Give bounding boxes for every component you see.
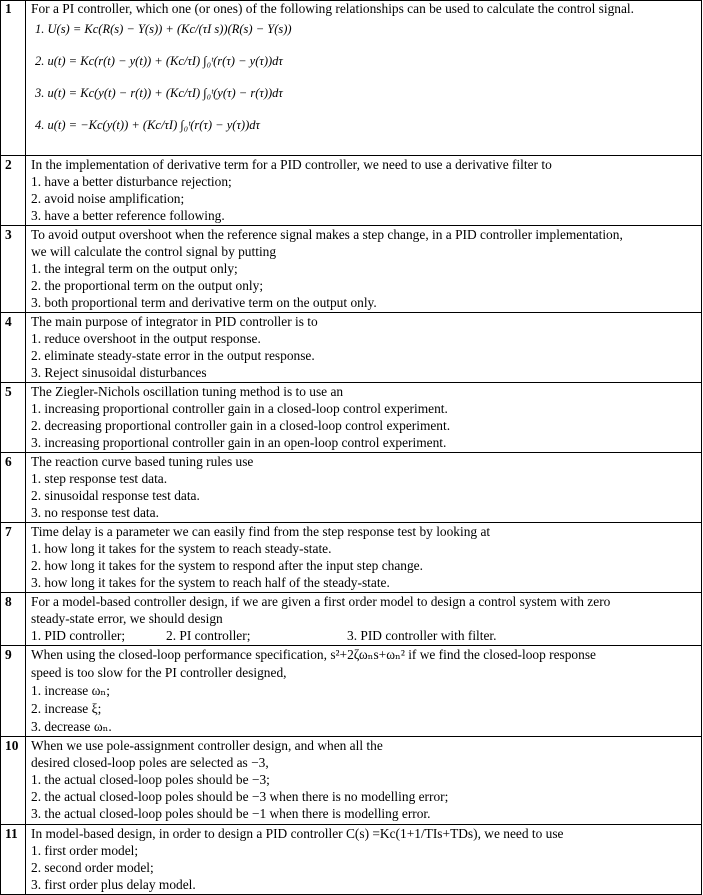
option-2: 2. decreasing proportional controller gain in a closed-loop control experiment. [31,418,451,433]
option-1: 1. increase ωₙ; [31,683,110,698]
question-number: 5 [5,384,12,399]
question-stem: Time delay is a parameter we can easily find from the step response test by looking at [31,524,491,539]
question-content [31,523,700,591]
question-content [31,383,700,451]
option-4: 4. u(t) = −Kc(y(t)) + (Kc/τI) ∫₀ᵗ(r(τ) − y(τ))dτ [35,118,260,132]
option-1: 1. step response test data. [31,471,168,486]
question-stem-line-2: we will calculate the control signal by putting [31,244,277,259]
option-2: 2. increase ξ; [31,701,102,716]
option-1: 1. how long it takes for the system to reach steady-state. [31,541,332,556]
option-1: 1. PID controller; [31,628,126,643]
question-content [31,453,700,521]
option-2: 2. eliminate steady-state error in the output response. [31,348,315,363]
question-content [31,825,700,893]
option-2: 2. u(t) = Kc(r(t) − y(t)) + (Kc/τI) ∫₀ᵗ(r(τ) − y(τ))dτ [35,54,283,68]
question-stem-line-1: When using the closed-loop performance specification, s²+2ζωₙs+ωₙ² if we find the closed-loop response [31,647,596,662]
question-number: 4 [5,314,12,329]
option-1: 1. increasing proportional controller gain in a closed-loop control experiment. [31,401,448,416]
question-stem: In model-based design, in order to design a PID controller C(s) =Kc(1+1/TIs+TDs), we need to use [31,826,564,841]
question-row-9 [0,646,702,736]
question-number: 6 [5,454,12,469]
question-row-4 [0,313,702,382]
question-content [31,646,700,736]
option-2: 2. sinusoidal response test data. [31,488,200,503]
question-content [31,156,700,224]
question-number: 1 [5,1,12,16]
question-stem-line-2: steady-state error, we should design [31,611,223,626]
option-1: 1. the integral term on the output only; [31,261,238,276]
option-3: 3. decrease ωₙ. [31,719,112,734]
option-3: 3. PID controller with filter. [347,628,497,643]
option-3: 3. both proportional term and derivative term on the output only. [31,295,377,310]
option-3: 3. first order plus delay model. [31,877,196,892]
question-number: 3 [5,227,12,242]
option-1: 1. first order model; [31,843,139,858]
question-stem: In the implementation of derivative term for a PID controller, we need to use a derivative filter to [31,157,552,172]
option-3: 3. the actual closed-loop poles should be −1 when there is modelling error. [31,806,431,821]
option-2: 2. how long it takes for the system to respond after the input step change. [31,558,423,573]
question-content [31,226,700,311]
options-line [31,627,700,644]
question-content [31,0,700,134]
option-3: 3. how long it takes for the system to reach half of the steady-state. [31,575,390,590]
question-number: 9 [5,647,12,662]
option-1: 1. have a better disturbance rejection; [31,174,232,189]
question-row-6 [0,453,702,522]
option-2: 2. avoid noise amplification; [31,191,185,206]
question-stem-line-1: When we use pole-assignment controller design, and when all the [31,738,383,753]
question-stem-line-2: speed is too slow for the PI controller designed, [31,665,287,680]
question-stem: For a PI controller, which one (or ones) of the following relationships can be used to calculate the control signal. [31,1,634,16]
question-content [31,313,700,381]
question-number: 7 [5,524,12,539]
question-number: 8 [5,594,12,609]
option-2: 2. the actual closed-loop poles should be −3 when there is no modelling error; [31,789,449,804]
option-1: 1. the actual closed-loop poles should be −3; [31,772,270,787]
question-stem: The reaction curve based tuning rules use [31,454,254,469]
option-3: 3. increasing proportional controller gain in an open-loop control experiment. [31,435,447,450]
option-1: 1. reduce overshoot in the output response. [31,331,261,346]
question-row-8 [0,593,702,645]
option-2: 2. PI controller; [166,628,251,643]
question-row-1 [0,0,702,155]
question-number: 2 [5,157,12,172]
question-content [31,737,700,822]
option-3: 3. Reject sinusoidal disturbances [31,365,207,380]
question-row-10 [0,737,702,824]
question-stem: The Ziegler-Nichols oscillation tuning method is to use an [31,384,344,399]
question-content [31,593,700,644]
question-row-3 [0,226,702,312]
question-number: 11 [5,826,18,841]
option-3: 3. u(t) = Kc(y(t) − r(t)) + (Kc/τI) ∫₀ᵗ(y(τ) − r(τ))dτ [35,86,283,100]
question-stem-line-1: To avoid output overshoot when the reference signal makes a step change, in a PID controller implementation, [31,227,623,242]
option-2: 2. second order model; [31,860,154,875]
question-stem-line-2: desired closed-loop poles are selected as −3, [31,755,269,770]
question-row-11 [0,825,702,894]
question-row-2 [0,156,702,225]
option-3: 3. have a better reference following. [31,208,225,223]
option-3: 3. no response test data. [31,505,159,520]
question-number: 10 [5,738,19,753]
question-row-5 [0,383,702,452]
question-stem: The main purpose of integrator in PID controller is to [31,314,318,329]
option-2: 2. the proportional term on the output only; [31,278,264,293]
option-1: 1. U(s) = Kc(R(s) − Y(s)) + (Kc/(τI s))(R(s) − Y(s)) [35,22,292,36]
question-row-7 [0,523,702,592]
question-stem-line-1: For a model-based controller design, if we are given a first order model to design a control system with zero [31,594,611,609]
